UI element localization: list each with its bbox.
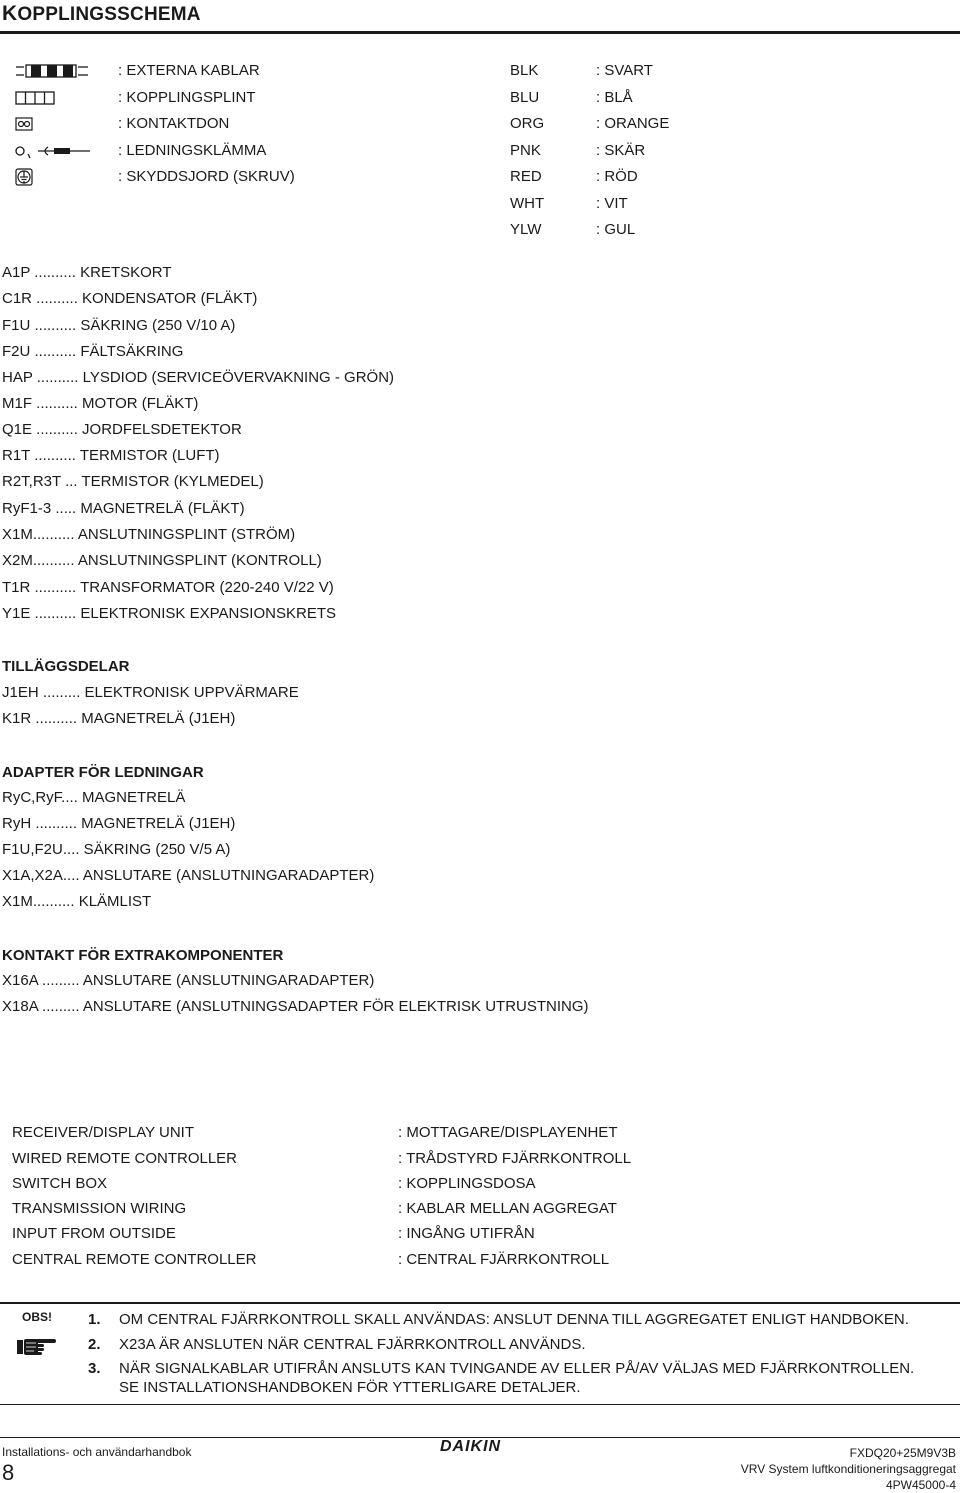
title-rule — [0, 31, 960, 34]
symbol-row — [0, 60, 480, 82]
component-code: RyC,RyF — [2, 789, 62, 806]
external-cable-icon — [14, 60, 94, 82]
component-row — [2, 970, 374, 992]
component-desc: KRETSKORT — [75, 264, 172, 281]
wire-clamp-icon — [14, 140, 94, 162]
component-dots: .......... — [32, 421, 78, 438]
color-name: : ORANGE — [596, 115, 670, 132]
symbol-label: : LEDNINGSKLÄMMA — [118, 142, 267, 159]
component-row — [2, 315, 235, 337]
component-desc: ANSLUTNINGSPLINT (KONTROLL) — [74, 552, 322, 569]
translation-row — [0, 1122, 960, 1144]
component-row — [2, 577, 334, 599]
component-code: C1R — [2, 290, 33, 307]
color-name: : GUL — [596, 221, 636, 238]
component-code: R1T — [2, 447, 31, 464]
color-code: BLK — [510, 62, 539, 79]
component-dots: .......... — [32, 526, 75, 543]
translation-row — [0, 1173, 960, 1195]
component-row — [2, 471, 264, 493]
pointing-hand-icon — [16, 1334, 58, 1358]
symbol-label: : EXTERNA KABLAR — [118, 62, 260, 79]
footer-model: FXDQ20+25M9V3B — [849, 1446, 956, 1460]
symbol-row — [0, 87, 480, 109]
component-code: RyH — [2, 815, 32, 832]
component-row — [2, 524, 295, 546]
notes-rule-top — [0, 1302, 960, 1304]
component-row — [2, 708, 235, 730]
translation-en: TRANSMISSION WIRING — [12, 1200, 187, 1217]
note-text: SE INSTALLATIONSHANDBOKEN FÖR YTTERLIGARE DETALJER. — [119, 1379, 581, 1396]
component-code: Q1E — [2, 421, 33, 438]
section-heading-adapter: ADAPTER FÖR LEDNINGAR — [2, 764, 204, 781]
component-desc: ELEKTRONISK EXPANSIONSKRETS — [76, 605, 336, 622]
component-desc: ELEKTRONISK UPPVÄRMARE — [80, 684, 299, 701]
component-code: F1U,F2U — [2, 841, 63, 858]
component-dots: .......... — [30, 605, 77, 622]
symbol-row — [0, 140, 480, 162]
brand-logo: DAIKIN — [440, 1438, 502, 1455]
component-code: X1M — [2, 893, 33, 910]
component-code: R2T,R3T — [2, 473, 61, 490]
note-text: OM CENTRAL FJÄRRKONTROLL SKALL ANVÄNDAS: ANSLUT DENNA TILL AGGREGATET ENLIGT HANDBOKEN. — [119, 1311, 909, 1328]
translation-sv: : CENTRAL FJÄRRKONTROLL — [398, 1251, 610, 1268]
component-dots: .......... — [31, 815, 78, 832]
protective-earth-icon — [14, 166, 94, 188]
translation-sv: : KOPPLINGSDOSA — [398, 1175, 536, 1192]
component-row — [2, 341, 183, 363]
component-dots: ... — [60, 473, 78, 490]
component-desc: ANSLUTARE (ANSLUTNINGARADAPTER) — [79, 972, 375, 989]
component-row — [2, 996, 589, 1018]
color-code: PNK — [510, 142, 541, 159]
component-code: RyF1-3 — [2, 500, 52, 517]
component-row — [2, 445, 220, 467]
component-desc: JORDFELSDETEKTOR — [77, 421, 242, 438]
translation-row — [0, 1148, 960, 1170]
translation-en: RECEIVER/DISPLAY UNIT — [12, 1124, 194, 1141]
component-desc: ANSLUTARE (ANSLUTNINGSADAPTER FÖR ELEKTRISK UTRUSTNING) — [79, 998, 589, 1015]
color-code: RED — [510, 168, 542, 185]
component-dots: ..... — [51, 500, 77, 517]
component-dots: .......... — [30, 447, 76, 464]
component-row — [2, 865, 374, 887]
component-dots: .......... — [32, 893, 75, 910]
component-row — [2, 367, 394, 389]
component-code: F2U — [2, 343, 31, 360]
component-row — [2, 393, 198, 415]
component-row — [2, 682, 299, 704]
symbol-label: : SKYDDSJORD (SKRUV) — [118, 168, 295, 185]
component-desc: MOTOR (FLÄKT) — [77, 395, 199, 412]
component-row — [2, 550, 322, 572]
page-number: 8 — [2, 1460, 15, 1485]
component-row — [2, 419, 242, 441]
component-desc: TRANSFORMATOR (220-240 V/22 V) — [76, 579, 334, 596]
component-desc: TERMISTOR (KYLMEDEL) — [77, 473, 264, 490]
footer-product: VRV System luftkonditioneringsaggregat — [740, 1462, 956, 1476]
component-row — [2, 839, 230, 861]
component-code: T1R — [2, 579, 31, 596]
component-code: A1P — [2, 264, 31, 281]
component-dots: .......... — [31, 710, 78, 727]
notes-label: OBS! — [22, 1310, 52, 1324]
title-rest: OPPLINGSSCHEMA — [17, 4, 201, 25]
component-row — [2, 288, 257, 310]
translation-row — [0, 1249, 960, 1271]
component-row — [2, 813, 235, 835]
component-desc: LYSDIOD (SERVICEÖVERVAKNING - GRÖN) — [78, 369, 395, 386]
component-dots: .... — [61, 789, 78, 806]
component-dots: .......... — [30, 264, 76, 281]
component-row — [2, 787, 185, 809]
component-desc: SÄKRING (250 V/10 A) — [76, 317, 236, 334]
note-number: 2. — [88, 1336, 101, 1353]
component-dots: .......... — [32, 395, 78, 412]
translation-sv: : INGÅNG UTIFRÅN — [398, 1225, 535, 1242]
translation-en: WIRED REMOTE CONTROLLER — [12, 1150, 238, 1167]
component-desc: KONDENSATOR (FLÄKT) — [77, 290, 258, 307]
color-name: : RÖD — [596, 168, 638, 185]
color-code: YLW — [510, 221, 542, 238]
symbol-row — [0, 166, 480, 188]
symbol-label: : KOPPLINGSPLINT — [118, 89, 256, 106]
component-row — [2, 603, 336, 625]
component-desc: SÄKRING (250 V/5 A) — [79, 841, 231, 858]
component-code: X1M — [2, 526, 33, 543]
color-name: : VIT — [596, 195, 628, 212]
color-code: ORG — [510, 115, 545, 132]
page-title — [2, 2, 201, 26]
component-dots: .......... — [30, 343, 77, 360]
symbol-label: : KONTAKTDON — [118, 115, 230, 132]
translation-en: INPUT FROM OUTSIDE — [12, 1225, 176, 1242]
component-dots: ......... — [38, 684, 81, 701]
component-dots: .......... — [30, 579, 77, 596]
component-desc: FÄLTSÄKRING — [76, 343, 184, 360]
color-name: : SVART — [596, 62, 653, 79]
translation-row — [0, 1198, 960, 1220]
component-code: Y1E — [2, 605, 31, 622]
component-code: F1U — [2, 317, 31, 334]
component-code: HAP — [2, 369, 33, 386]
notes-rule-bottom — [0, 1404, 960, 1405]
component-desc: MAGNETRELÄ (J1EH) — [77, 815, 236, 832]
translation-en: CENTRAL REMOTE CONTROLLER — [12, 1251, 257, 1268]
component-dots: .......... — [32, 290, 78, 307]
component-desc: KLÄMLIST — [74, 893, 152, 910]
component-dots: .......... — [32, 369, 79, 386]
symbol-row — [0, 113, 480, 135]
title-initial: K — [2, 2, 18, 25]
translation-sv: : MOTTAGARE/DISPLAYENHET — [398, 1124, 618, 1141]
component-code: J1EH — [2, 684, 39, 701]
component-dots: .......... — [32, 552, 75, 569]
component-code: X18A — [2, 998, 38, 1015]
note-text: NÄR SIGNALKABLAR UTIFRÅN ANSLUTS KAN TVINGANDE AV ELLER PÅ/AV VÄLJAS MED FJÄRRKONTROLLEN. — [119, 1360, 915, 1377]
translation-sv: : KABLAR MELLAN AGGREGAT — [398, 1200, 617, 1217]
component-desc: ANSLUTNINGSPLINT (STRÖM) — [74, 526, 296, 543]
color-name: : BLÅ — [596, 89, 633, 106]
translation-row — [0, 1223, 960, 1245]
component-code: X2M — [2, 552, 33, 569]
component-desc: TERMISTOR (LUFT) — [75, 447, 220, 464]
footer-manual-title: Installations- och användarhandbok — [2, 1445, 192, 1459]
component-desc: ANSLUTARE (ANSLUTNINGARADAPTER) — [79, 867, 375, 884]
footer-model-info — [741, 1445, 956, 1493]
component-desc: MAGNETRELÄ — [77, 789, 186, 806]
color-code: WHT — [510, 195, 545, 212]
footer-doc-number: 4PW45000-4 — [885, 1478, 956, 1492]
component-dots: ......... — [37, 998, 80, 1015]
component-row — [2, 891, 151, 913]
component-row — [2, 262, 172, 284]
component-code: X16A — [2, 972, 38, 989]
component-desc: MAGNETRELÄ (FLÄKT) — [76, 500, 245, 517]
component-desc: MAGNETRELÄ (J1EH) — [77, 710, 236, 727]
section-heading-kontakt: KONTAKT FÖR EXTRAKOMPONENTER — [2, 947, 284, 964]
note-number: 1. — [88, 1311, 101, 1328]
note-number: 3. — [88, 1360, 101, 1377]
component-row — [2, 498, 245, 520]
translation-en: SWITCH BOX — [12, 1175, 108, 1192]
component-dots: .... — [62, 867, 80, 884]
color-code: BLU — [510, 89, 540, 106]
component-code: M1F — [2, 395, 32, 412]
terminal-strip-icon — [14, 87, 94, 109]
component-code: K1R — [2, 710, 32, 727]
component-dots: .......... — [30, 317, 77, 334]
color-name: : SKÄR — [596, 142, 646, 159]
component-dots: ......... — [37, 972, 80, 989]
connector-icon — [14, 113, 94, 135]
section-heading-tillagg: TILLÄGGSDELAR — [2, 658, 130, 675]
translation-sv: : TRÅDSTYRD FJÄRRKONTROLL — [398, 1150, 632, 1167]
note-text: X23A ÄR ANSLUTEN NÄR CENTRAL FJÄRRKONTROLL ANVÄNDS. — [119, 1336, 586, 1353]
component-dots: .... — [62, 841, 80, 858]
component-code: X1A,X2A — [2, 867, 63, 884]
